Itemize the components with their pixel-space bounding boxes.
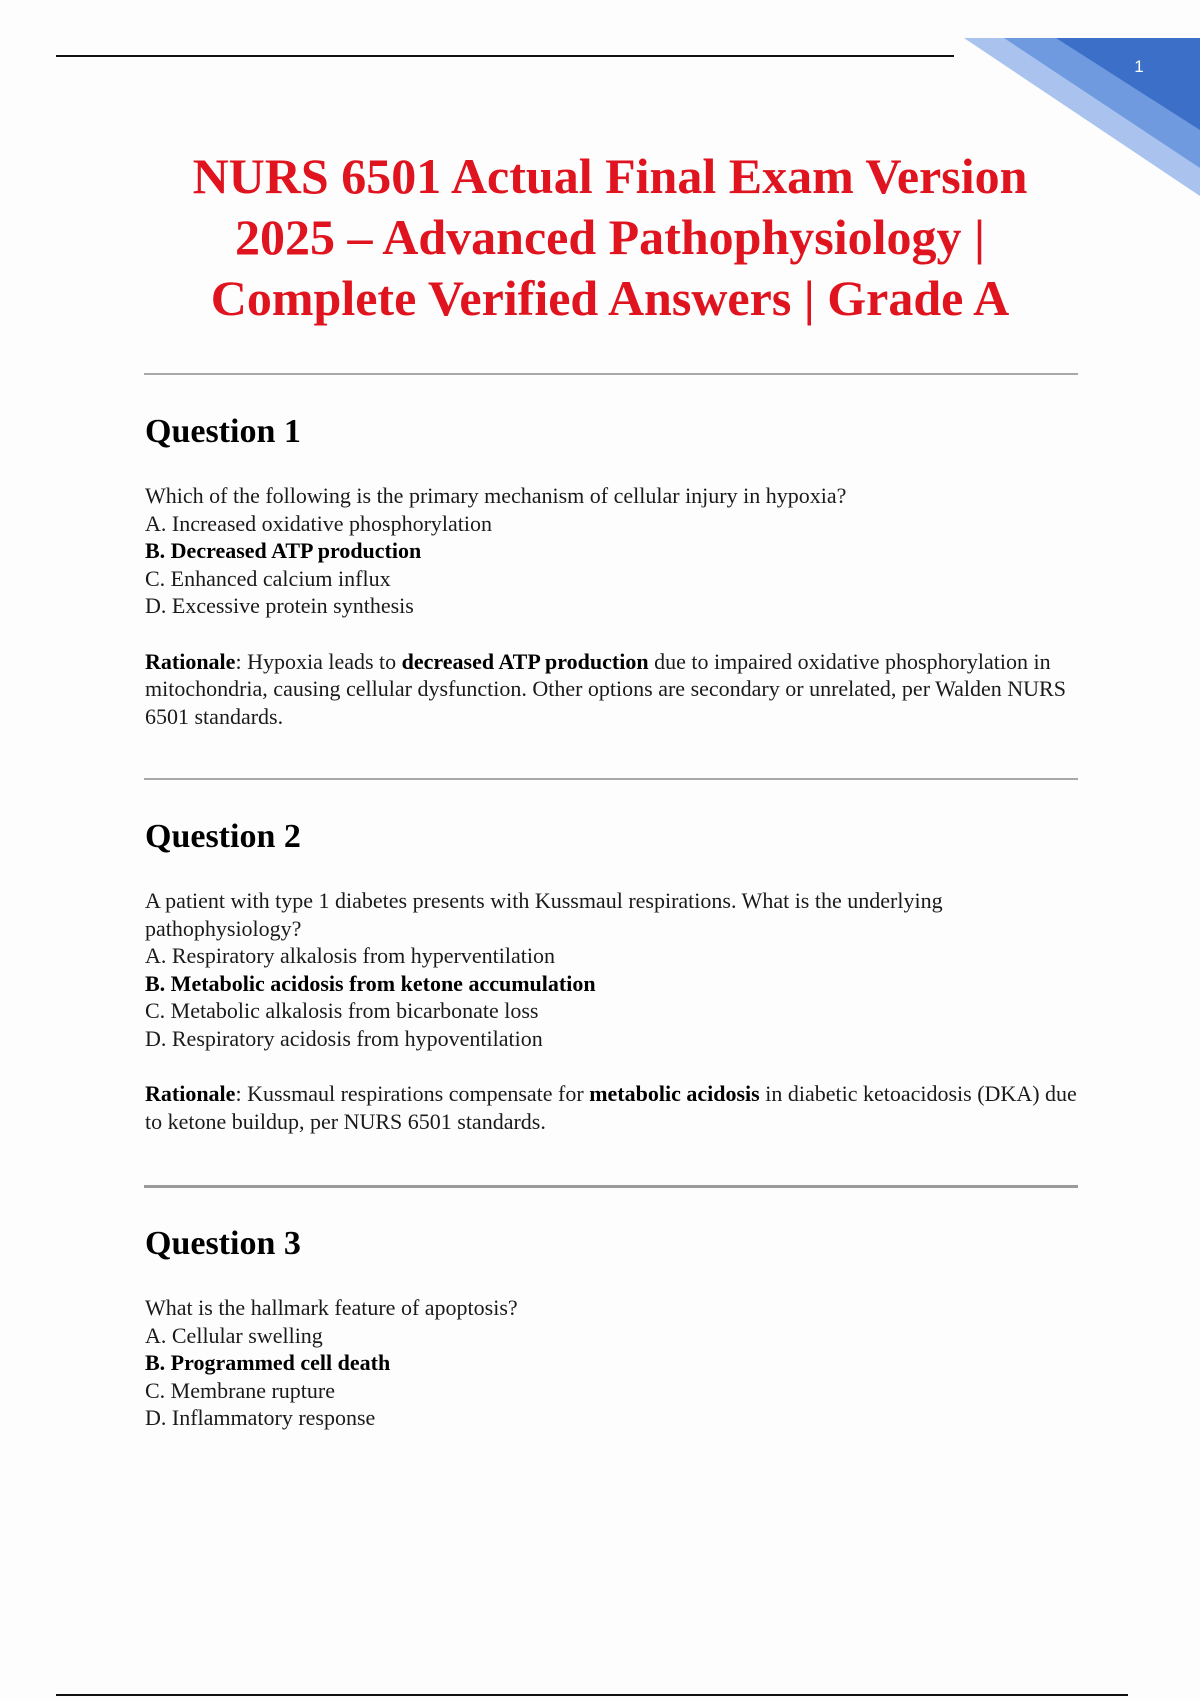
answer-option-b-correct: B. Programmed cell death <box>145 1350 391 1375</box>
footer-rule <box>56 1694 1128 1696</box>
section-divider <box>144 373 1078 375</box>
question-heading: Question 2 <box>145 818 301 855</box>
title-line-1: NURS 6501 Actual Final Exam Version <box>192 148 1028 204</box>
rationale-label: Rationale <box>145 648 236 674</box>
rationale-text: : Hypoxia leads to <box>235 648 402 674</box>
answer-options <box>145 1322 1085 1432</box>
rationale-emphasis: metabolic acidosis <box>589 1081 760 1106</box>
answer-option-c: C. Metabolic alkalosis from bicarbonate loss <box>145 998 539 1023</box>
question-heading: Question 1 <box>145 413 301 450</box>
question-stem: Which of the following is the primary mechanism of cellular injury in hypoxia? <box>145 483 847 508</box>
answer-option-a: A. Cellular swelling <box>145 1322 323 1348</box>
rationale-emphasis: decreased ATP production <box>401 648 649 674</box>
answer-option-d: D. Respiratory acidosis from hypoventilation <box>145 1025 543 1051</box>
answer-option-a: A. Increased oxidative phosphorylation <box>145 510 493 536</box>
answer-option-b-correct: B. Metabolic acidosis from ketone accumulation <box>145 970 596 996</box>
rationale-text: in diabetic ketoacidosis (DKA) due to ketone buildup, per NURS 6501 standards. <box>145 1081 1077 1134</box>
question-3 <box>145 1222 1085 1432</box>
answer-option-a: A. Respiratory alkalosis from hyperventilation <box>145 943 555 968</box>
answer-options <box>145 510 1085 620</box>
rationale-text: : Kussmaul respirations compensate for <box>235 1081 590 1106</box>
question-stem: A patient with type 1 diabetes presents with Kussmaul respirations. What is the underlying pathophysiology? <box>145 888 943 941</box>
answer-option-d: D. Inflammatory response <box>145 1405 376 1430</box>
section-divider <box>144 1185 1078 1188</box>
section-divider <box>144 778 1078 780</box>
rationale <box>145 648 1085 731</box>
rationale-text: due to impaired oxidative phosphorylation in mitochondria, causing cellular dysfunction. Other options are secondary or unrelated, per Walden NURS 6501 standards. <box>145 648 1066 729</box>
document-title <box>120 146 1100 329</box>
page-number: 1 <box>1134 57 1144 76</box>
answer-option-b-correct: B. Decreased ATP production <box>145 538 422 563</box>
answer-option-c: C. Membrane rupture <box>145 1377 335 1403</box>
question-stem: What is the hallmark feature of apoptosis? <box>145 1295 518 1320</box>
header-rule <box>56 55 954 57</box>
answer-options <box>145 942 1085 1052</box>
question-2 <box>145 815 1085 1135</box>
rationale <box>145 1080 1085 1135</box>
question-heading: Question 3 <box>145 1225 301 1262</box>
answer-option-d: D. Excessive protein synthesis <box>145 593 414 618</box>
title-line-3: Complete Verified Answers | Grade A <box>210 270 1010 326</box>
rationale-label: Rationale <box>145 1081 236 1106</box>
title-line-2: 2025 – Advanced Pathophysiology | <box>234 209 986 265</box>
answer-option-c: C. Enhanced calcium influx <box>145 565 391 591</box>
question-1 <box>145 410 1085 730</box>
